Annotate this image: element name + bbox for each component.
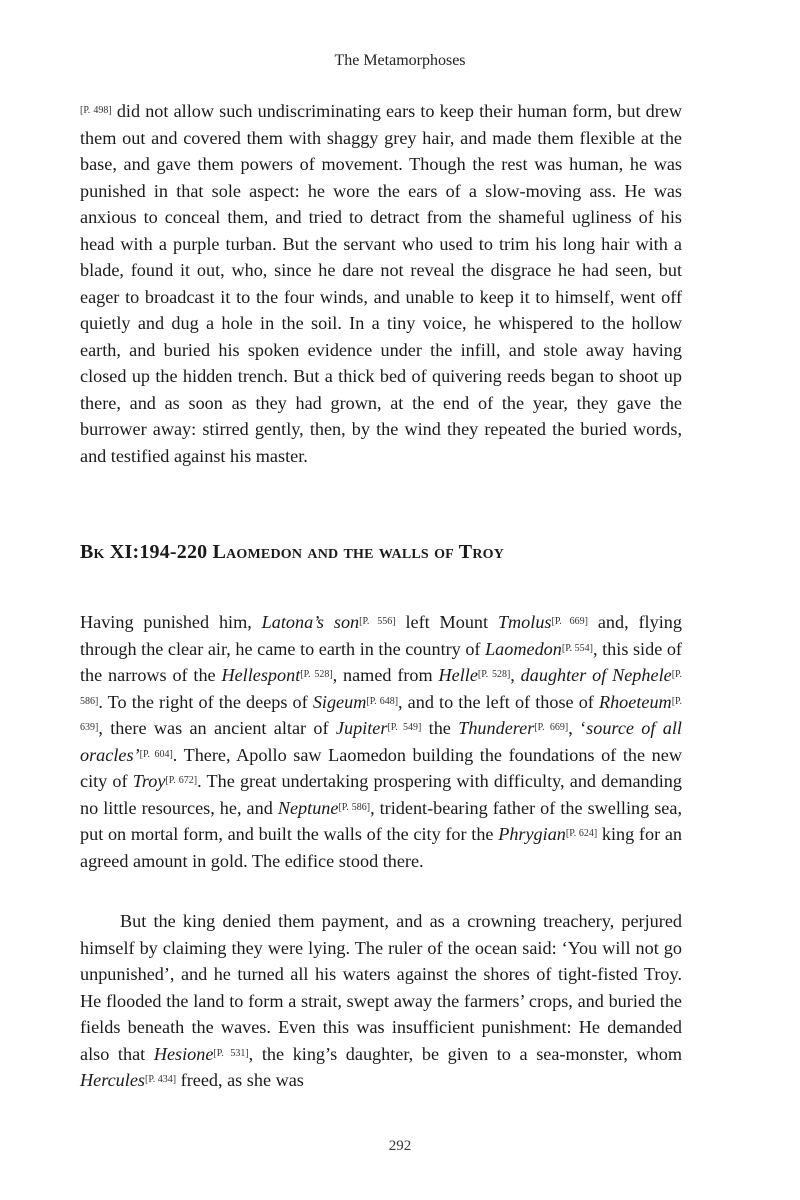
page-reference: [P. 531] (213, 1047, 249, 1059)
italic-name: Hellespont (221, 665, 301, 685)
text-run: freed, as she was (176, 1070, 304, 1090)
italic-name: Sigeum (312, 691, 367, 712)
page-reference: [P. 624] (565, 828, 598, 839)
italic-name: Laomedon (485, 638, 562, 659)
italic-name: Tmolus (497, 612, 552, 632)
text-run: , (510, 665, 521, 685)
page-reference: [P. 528] (300, 669, 333, 680)
page-reference: [P. 434] (144, 1074, 177, 1085)
italic-name: Latona’s son (261, 612, 360, 632)
text-run: , named from (332, 665, 439, 685)
italic-name: Phrygian (498, 824, 566, 844)
running-head: The Metamorphoses (334, 52, 466, 69)
italic-name: Hercules (80, 1070, 145, 1090)
text-run: did not allow such undiscriminating ears to keep their human form, but drew them out and covered them with shaggy grey hair, and made them flexible at the base, and gave them powers of movement. Though the rest was human, he was punished in that sole aspect: he wore the ears of a slow-moving ass. He was anxious to conceal them, and tried to detract from the shameful ugliness of his head with a purple turban. But the servant who used to trim his long hair with a blade, found it out, who, since he dare not reveal the disgrace he had seen, but eager to broadcast it to the four winds, and unable to keep it to himself, went off quietly and dug a hole in the soil. In a tiny voice, he whispered to the hollow earth, and buried his spoken evidence under the infill, and stole away having closed up the hidden trench. But a thick bed of quivering reeds began to shoot up there, and as soon as they had grown, at the end of the year, they gave the burrower away: stirred gently, then, by the wind they repeated the buried words, and testified against his master. (80, 101, 682, 466)
text-run: . The great undertaking prospering with difficulty, and demanding no little resources, he, and (80, 771, 682, 818)
page-reference: [P. 554] (561, 642, 593, 654)
text-run: But the king denied them payment, and as a crowning treachery, perjured himself by claiming they were lying. The ruler of the ocean said: ‘You will not go unpunished’, and he turned all his waters against the shores of tight-fisted Troy. He flooded the land to form a strait, swept away the farmers’ crops, and buried the fields beneath the waves. Even this was insufficient punishment: He demanded also that (80, 911, 682, 1064)
text-run: , trident-bearing father of the swelling sea, put on mortal form, and built the walls of the city for the (80, 797, 682, 844)
text-run: the (421, 718, 459, 738)
italic-name: Rhoeteum (598, 691, 672, 712)
page-reference: [P. 669] (534, 722, 569, 733)
italic-name: Hesione (153, 1043, 214, 1064)
paragraph-king-denied-payment (80, 908, 682, 1094)
page-reference: [P. 556] (359, 616, 396, 627)
text-run: left Mount (395, 612, 498, 632)
italic-name: Troy (132, 771, 166, 791)
page-reference: [P. 528] (477, 669, 511, 680)
text-run: and, flying through the clear air, he came to earth in the country of (80, 612, 682, 659)
page-reference: [P. 549] (387, 722, 422, 733)
page-reference: [P. 669] (551, 616, 588, 627)
italic-name: Neptune (277, 797, 339, 818)
page-reference: [P. 604] (139, 748, 173, 760)
paragraph-laomedon-walls (80, 609, 682, 874)
page-number: 292 (388, 1138, 412, 1154)
italic-name: Thunderer (458, 718, 535, 738)
text-run: Having punished him, (80, 612, 262, 632)
text-run: , there was an ancient altar of (98, 718, 336, 738)
text-run: , the king’s daughter, be given to a sea-monster, whom (248, 1043, 682, 1064)
italic-name: Jupiter (335, 718, 388, 738)
page-reference: [P. 648] (366, 695, 399, 707)
text-run: . There, Apollo saw Laomedon building the foundations of the new city of (80, 744, 682, 791)
text-run: , ‘ (568, 718, 587, 738)
text-run: , this side of the narrows of the (80, 638, 682, 685)
italic-name: source of all oracles’ (80, 718, 682, 765)
section-heading: Bk XI:194-220 Laomedon and the walls of Troy (80, 541, 505, 563)
paragraph-midas-ears (80, 98, 682, 469)
italic-name: Helle (438, 665, 478, 685)
text-run: , and to the left of those of (398, 691, 599, 712)
italic-name: daughter of Nephele (520, 665, 672, 685)
page-reference: [P. 498] (80, 105, 112, 116)
text-run: . To the right of the deeps of (98, 691, 313, 712)
page-reference: [P. 639] (80, 695, 682, 733)
page-reference: [P. 586] (80, 669, 682, 707)
page-reference: [P. 672] (165, 775, 198, 786)
text-run: king for an agreed amount in gold. The edifice stood there. (80, 824, 682, 871)
page-reference: [P. 586] (338, 801, 371, 813)
